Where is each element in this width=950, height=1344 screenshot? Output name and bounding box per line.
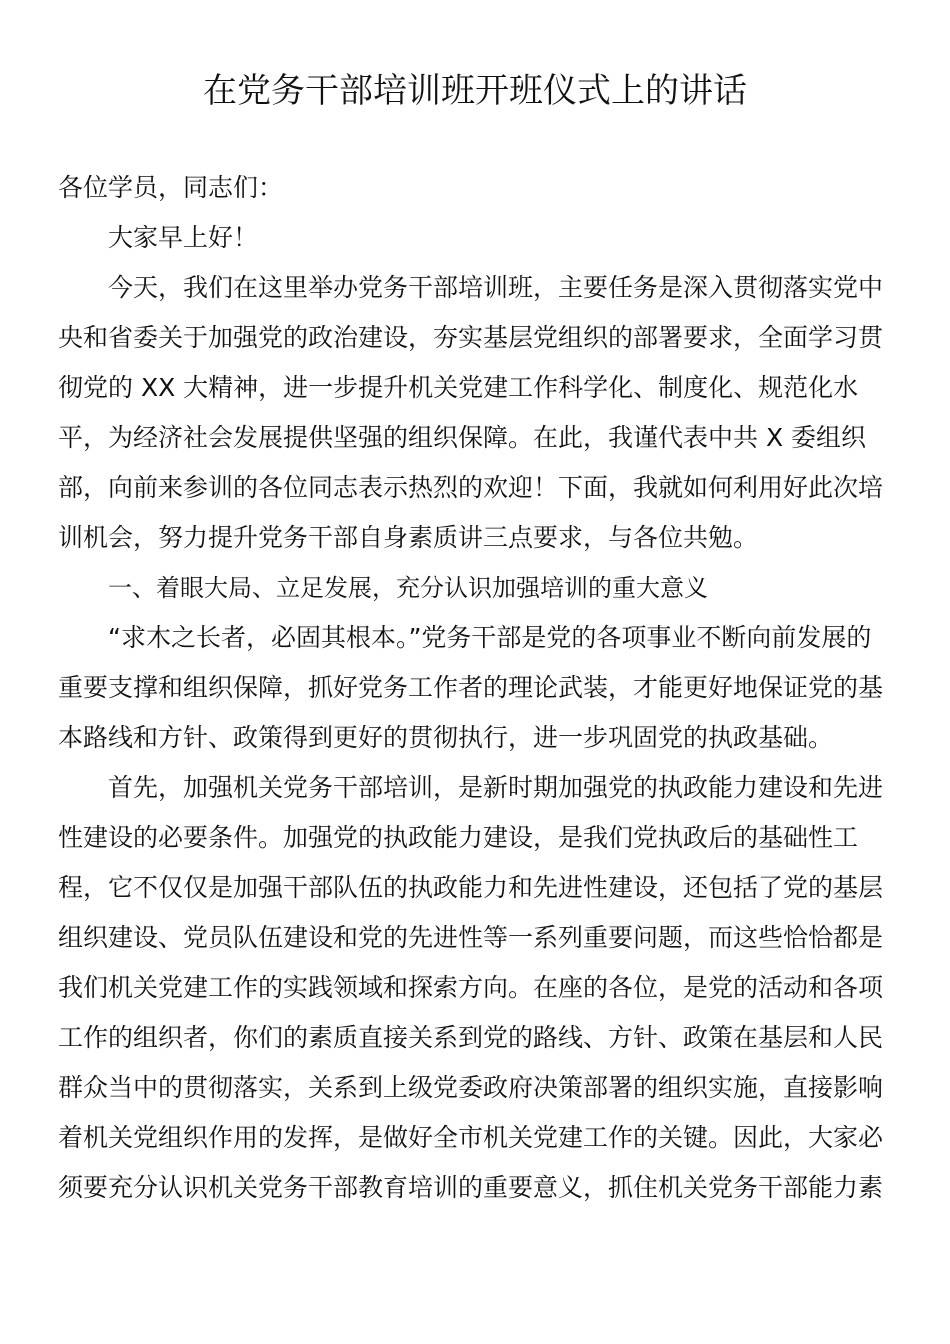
section-heading: 一、着眼大局、立足发展，充分认识加强培训的重大意义 xyxy=(108,574,708,602)
text-line: 今天，我们在这里举办党务干部培训班，主要任务是深入贯彻落实党中 xyxy=(108,273,884,302)
text-line: 训机会，努力提升党务干部自身素质讲三点要求，与各位共勉。 xyxy=(58,523,759,552)
text-line: 重要支撑和组织保障，抓好党务工作者的理论武装，才能更好地保证党的基 xyxy=(58,673,884,702)
document-title: 在党务干部培训班开班仪式上的讲话 xyxy=(203,71,747,111)
text-line: 程，它不仅仅是加强干部队伍的执政能力和先进性建设，还包括了党的基层 xyxy=(58,873,884,902)
text-line: 我们机关党建工作的实践领域和探索方向。在座的各位，是党的活动和各项 xyxy=(58,973,884,1002)
salutation: 各位学员，同志们： xyxy=(58,173,284,202)
text-line: “求木之长者，必固其根本。”党务干部是党的各项事业不断向前发展的 xyxy=(108,623,872,652)
text-line: 组织建设、党员队伍建设和党的先进性等一系列重要问题，而这些恰恰都是 xyxy=(58,923,884,952)
text-line: 群众当中的贯彻落实，关系到上级党委政府决策部署的组织实施，直接影响 xyxy=(58,1073,884,1102)
text-line: 平，为经济社会发展提供坚强的组织保障。在此，我谨代表中共 X 委组织 xyxy=(58,423,867,452)
text-line: 性建设的必要条件。加强党的执政能力建设，是我们党执政后的基础性工 xyxy=(58,823,859,852)
text-line: 部，向前来参训的各位同志表示热烈的欢迎！下面，我就如何利用好此次培 xyxy=(58,473,884,502)
text-line: 着机关党组织作用的发挥，是做好全市机关党建工作的关键。因此，大家必 xyxy=(58,1123,884,1152)
text-line: 本路线和方针、政策得到更好的贯彻执行，进一步巩固党的执政基础。 xyxy=(58,723,834,752)
text-line: 央和省委关于加强党的政治建设，夯实基层党组织的部署要求，全面学习贯 xyxy=(58,323,884,352)
greeting: 大家早上好！ xyxy=(108,223,259,252)
text-line: 首先，加强机关党务干部培训，是新时期加强党的执政能力建设和先进 xyxy=(108,773,884,802)
text-line: 工作的组织者，你们的素质直接关系到党的路线、方针、政策在基层和人民 xyxy=(58,1023,884,1052)
text-line: 须要充分认识机关党务干部教育培训的重要意义，抓住机关党务干部能力素 xyxy=(58,1173,884,1202)
text-line: 彻党的 XX 大精神，进一步提升机关党建工作科学化、制度化、规范化水 xyxy=(58,373,859,402)
